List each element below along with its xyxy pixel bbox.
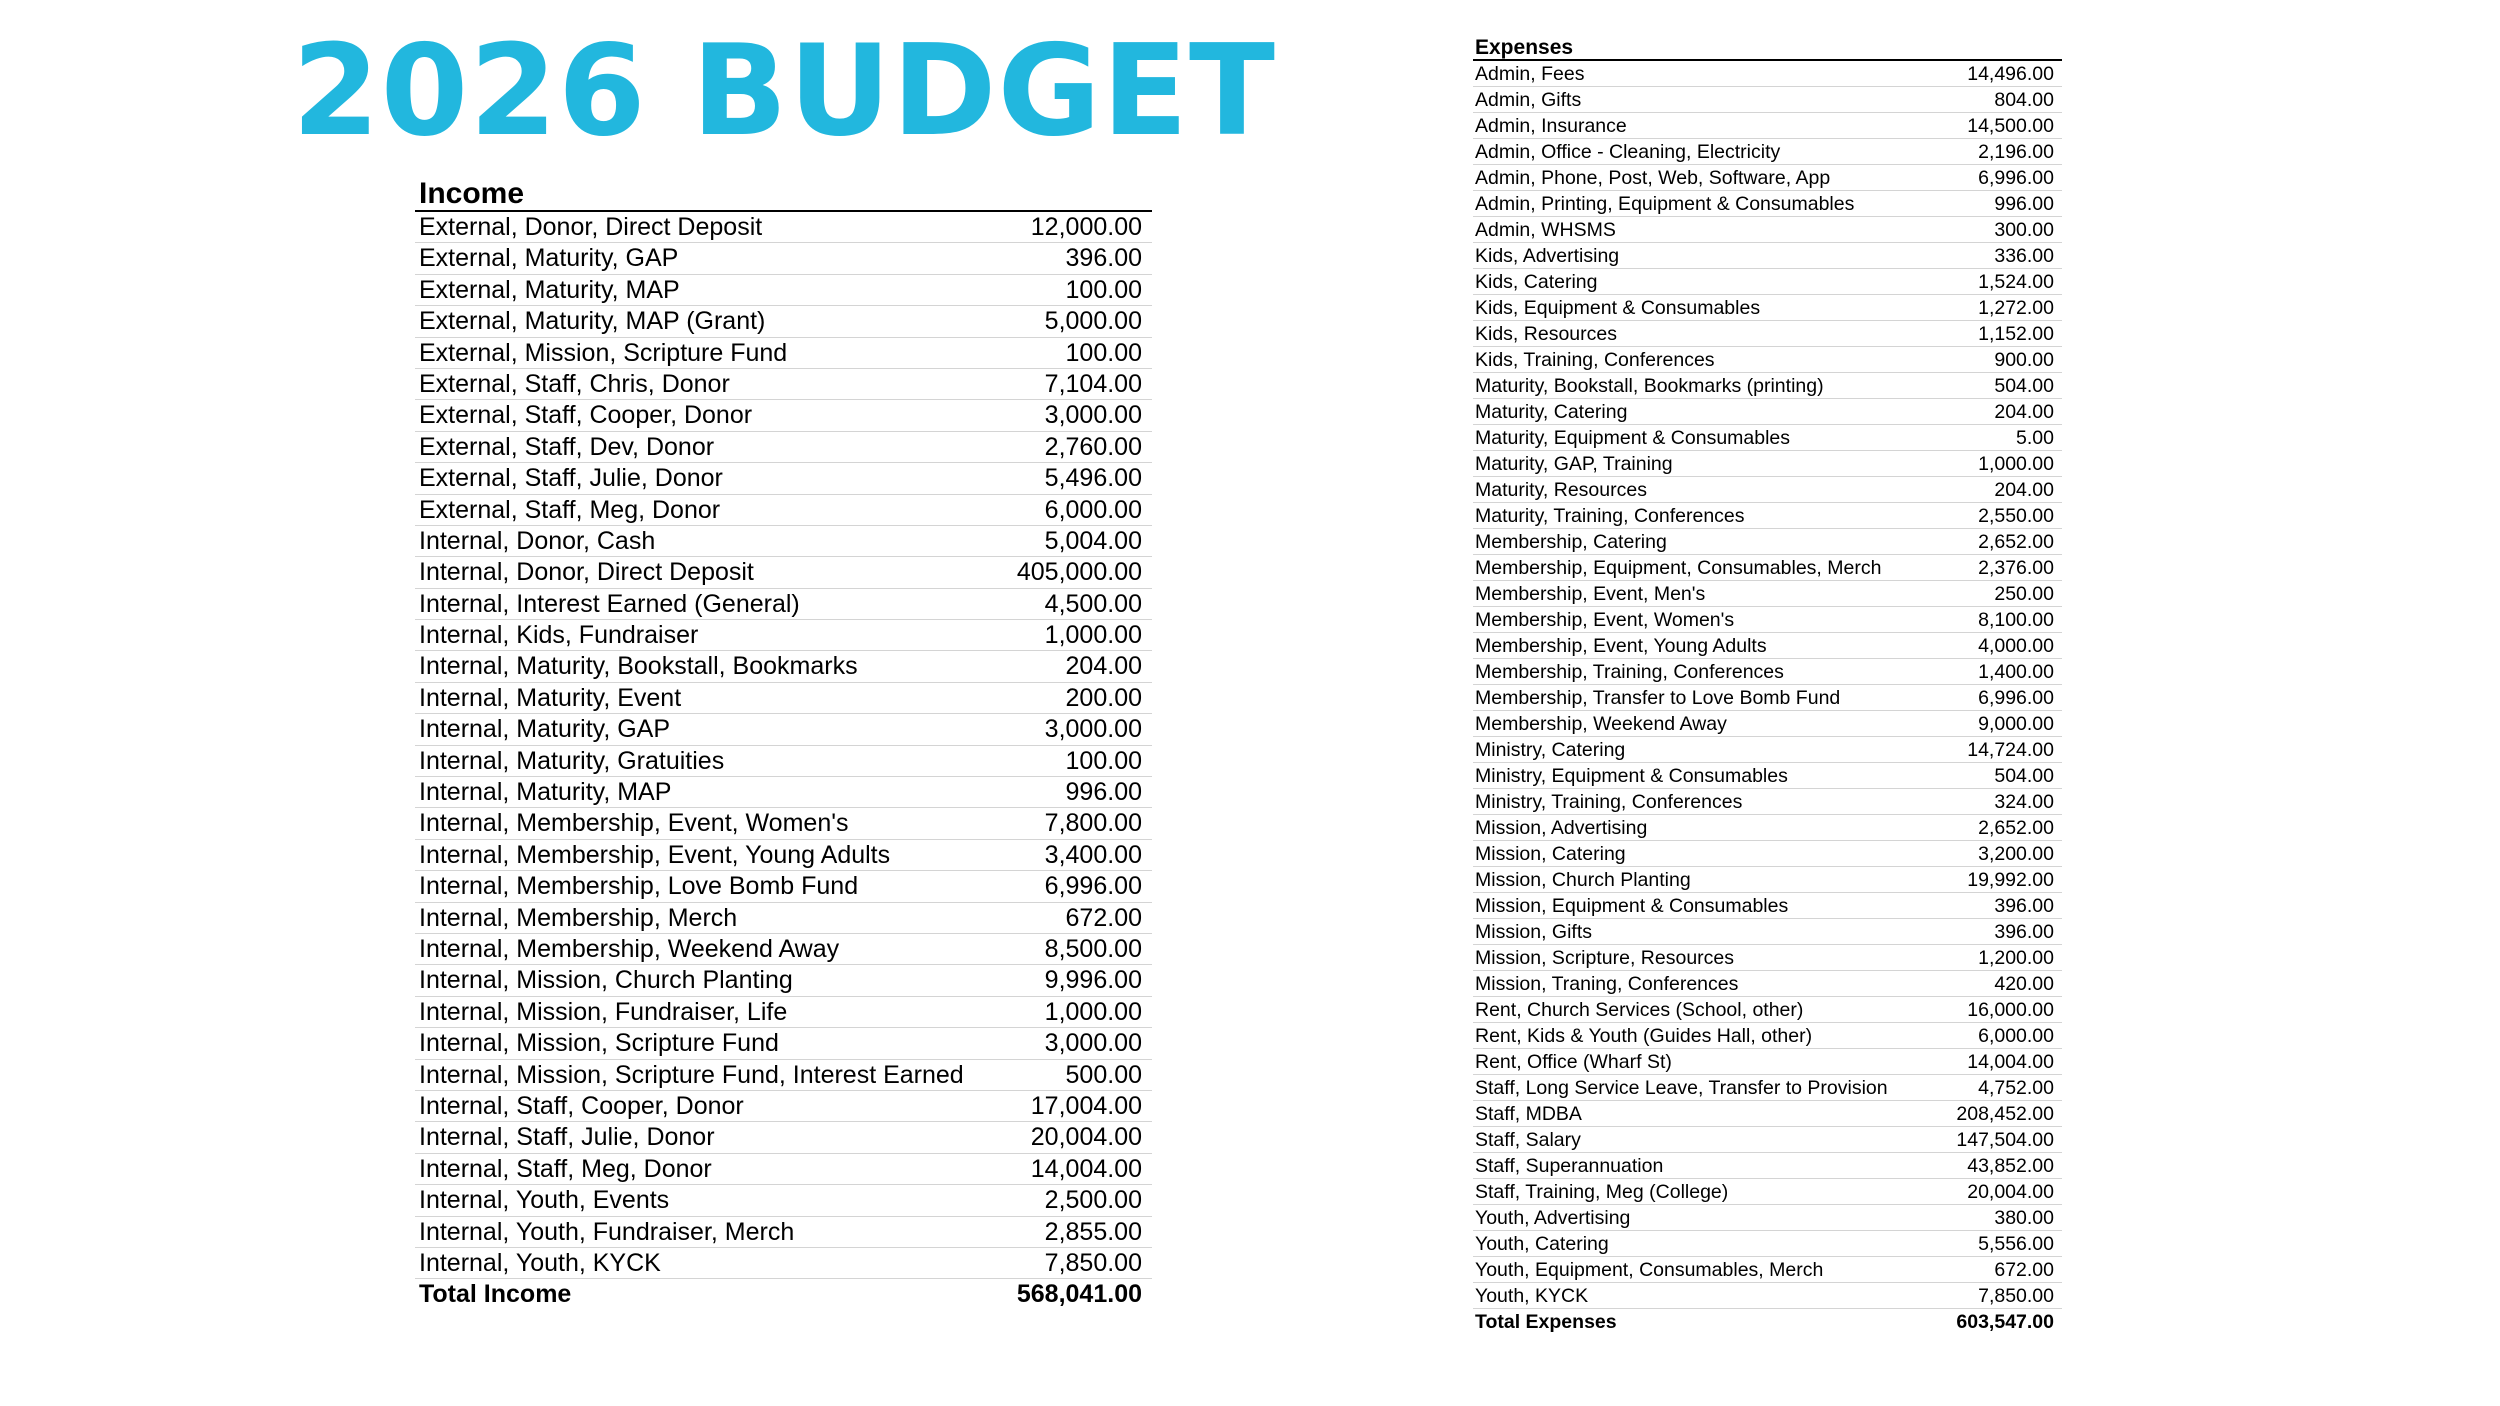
expenses-row: [1473, 867, 2062, 893]
income-row-label: Internal, Mission, Scripture Fund, Interest Earned: [419, 1060, 964, 1089]
income-row-value: 396.00: [1065, 244, 1142, 273]
expenses-row: [1473, 1127, 2062, 1153]
income-row-value: 100.00: [1065, 746, 1142, 775]
expenses-row-value: 5,556.00: [1978, 1233, 2054, 1255]
expenses-row-value: 204.00: [1994, 401, 2054, 423]
income-row: [415, 212, 1152, 243]
income-row: [415, 369, 1152, 400]
income-row-label: External, Staff, Julie, Donor: [419, 464, 723, 493]
income-row: [415, 808, 1152, 839]
income-row: [415, 714, 1152, 745]
income-row: [415, 746, 1152, 777]
income-row: [415, 871, 1152, 902]
expenses-row-value: 8,100.00: [1978, 609, 2054, 631]
expenses-row-label: Rent, Kids & Youth (Guides Hall, other): [1475, 1025, 1813, 1047]
expenses-row-value: 1,200.00: [1978, 947, 2054, 969]
expenses-row: [1473, 399, 2062, 425]
income-total-value: 568,041.00: [1016, 1280, 1142, 1309]
expenses-row: [1473, 269, 2062, 295]
expenses-row-label: Kids, Equipment & Consumables: [1475, 297, 1761, 319]
income-row: [415, 903, 1152, 934]
income-row-value: 3,000.00: [1044, 1029, 1142, 1058]
expenses-row-value: 250.00: [1994, 583, 2054, 605]
expenses-row-value: 7,850.00: [1978, 1285, 2054, 1307]
income-row-value: 5,004.00: [1044, 526, 1142, 555]
expenses-row: [1473, 607, 2062, 633]
expenses-row-value: 6,996.00: [1978, 167, 2054, 189]
expenses-row: [1473, 61, 2062, 87]
expenses-row-value: 6,996.00: [1978, 687, 2054, 709]
expenses-row: [1473, 87, 2062, 113]
expenses-row-value: 324.00: [1994, 791, 2054, 813]
expenses-row-label: Maturity, Catering: [1475, 401, 1628, 423]
expenses-row: [1473, 529, 2062, 555]
income-row-label: Internal, Maturity, Gratuities: [419, 746, 725, 775]
expenses-row-value: 804.00: [1994, 89, 2054, 111]
expenses-row-label: Ministry, Catering: [1475, 739, 1626, 761]
income-row: [415, 338, 1152, 369]
expenses-row-value: 420.00: [1994, 973, 2054, 995]
income-row-label: Internal, Maturity, GAP: [419, 715, 671, 744]
income-row-label: External, Mission, Scripture Fund: [419, 338, 788, 367]
expenses-row: [1473, 763, 2062, 789]
income-row-value: 6,996.00: [1044, 872, 1142, 901]
expenses-header: Expenses: [1473, 36, 2062, 61]
income-row-label: Internal, Staff, Meg, Donor: [419, 1154, 712, 1183]
page-title: 2026 BUDGET: [292, 17, 1276, 164]
income-row: [415, 400, 1152, 431]
expenses-row-value: 1,272.00: [1978, 297, 2054, 319]
expenses-row: [1473, 347, 2062, 373]
expenses-row: [1473, 581, 2062, 607]
expenses-row-label: Maturity, Resources: [1475, 479, 1647, 501]
expenses-row-label: Mission, Church Planting: [1475, 869, 1691, 891]
expenses-row-label: Admin, Printing, Equipment & Consumables: [1475, 193, 1855, 215]
expenses-row-value: 396.00: [1994, 921, 2054, 943]
income-row: [415, 1248, 1152, 1279]
income-row-value: 9,996.00: [1044, 966, 1142, 995]
income-row-label: Internal, Youth, KYCK: [419, 1248, 661, 1277]
income-row-value: 4,500.00: [1044, 589, 1142, 618]
expenses-total-row: [1473, 1309, 2062, 1335]
income-row-label: Internal, Donor, Direct Deposit: [419, 558, 754, 587]
expenses-row-label: Admin, Fees: [1475, 63, 1585, 85]
expenses-row-label: Membership, Event, Men's: [1475, 583, 1706, 605]
expenses-row-label: Admin, WHSMS: [1475, 219, 1616, 241]
expenses-row-value: 1,000.00: [1978, 453, 2054, 475]
income-row-label: Internal, Kids, Fundraiser: [419, 621, 699, 650]
income-total-label: Total Income: [419, 1280, 572, 1309]
income-row-label: Internal, Mission, Fundraiser, Life: [419, 997, 788, 1026]
expenses-row-value: 14,724.00: [1967, 739, 2054, 761]
income-row-value: 20,004.00: [1030, 1123, 1142, 1152]
expenses-row: [1473, 815, 2062, 841]
expenses-row-value: 2,550.00: [1978, 505, 2054, 527]
income-row: [415, 651, 1152, 682]
expenses-row-label: Kids, Catering: [1475, 271, 1598, 293]
income-row-value: 6,000.00: [1044, 495, 1142, 524]
expenses-row-label: Membership, Event, Women's: [1475, 609, 1735, 631]
income-row-label: Internal, Youth, Events: [419, 1186, 670, 1215]
expenses-row-label: Maturity, Equipment & Consumables: [1475, 427, 1791, 449]
expenses-row-value: 2,196.00: [1978, 141, 2054, 163]
expenses-row-label: Kids, Advertising: [1475, 245, 1620, 267]
income-row-label: Internal, Membership, Weekend Away: [419, 934, 840, 963]
income-row: [415, 432, 1152, 463]
expenses-row-label: Staff, Salary: [1475, 1129, 1581, 1151]
expenses-row-label: Membership, Equipment, Consumables, Merch: [1475, 557, 1882, 579]
expenses-row-value: 380.00: [1994, 1207, 2054, 1229]
expenses-row: [1473, 1153, 2062, 1179]
expenses-row-label: Mission, Advertising: [1475, 817, 1648, 839]
income-row-value: 996.00: [1065, 778, 1142, 807]
expenses-row-label: Mission, Catering: [1475, 843, 1626, 865]
income-row-label: Internal, Interest Earned (General): [419, 589, 800, 618]
expenses-row: [1473, 425, 2062, 451]
income-row: [415, 1060, 1152, 1091]
expenses-row-label: Maturity, Training, Conferences: [1475, 505, 1745, 527]
expenses-row-value: 300.00: [1994, 219, 2054, 241]
income-row: [415, 777, 1152, 808]
expenses-row-value: 2,376.00: [1978, 557, 2054, 579]
income-row-value: 3,000.00: [1044, 715, 1142, 744]
expenses-row-value: 396.00: [1994, 895, 2054, 917]
income-row-value: 200.00: [1065, 683, 1142, 712]
expenses-row-label: Rent, Office (Wharf St): [1475, 1051, 1672, 1073]
income-row-label: Internal, Youth, Fundraiser, Merch: [419, 1217, 795, 1246]
income-row: [415, 275, 1152, 306]
expenses-row-value: 4,752.00: [1978, 1077, 2054, 1099]
expenses-row-value: 6,000.00: [1978, 1025, 2054, 1047]
expenses-row: [1473, 1049, 2062, 1075]
income-row-value: 672.00: [1065, 903, 1142, 932]
expenses-row: [1473, 633, 2062, 659]
income-row: [415, 840, 1152, 871]
expenses-row-value: 504.00: [1994, 765, 2054, 787]
income-row: [415, 243, 1152, 274]
expenses-row: [1473, 555, 2062, 581]
expenses-row-label: Youth, Advertising: [1475, 1207, 1631, 1229]
expenses-row-value: 14,496.00: [1967, 63, 2054, 85]
income-row-value: 7,850.00: [1044, 1248, 1142, 1277]
income-row: [415, 1028, 1152, 1059]
expenses-total-value: 603,547.00: [1956, 1311, 2054, 1333]
income-row-value: 17,004.00: [1030, 1091, 1142, 1120]
income-header: Income: [415, 178, 1152, 212]
expenses-row-label: Youth, KYCK: [1475, 1285, 1589, 1307]
income-row-label: Internal, Maturity, Event: [419, 683, 682, 712]
expenses-row-label: Membership, Transfer to Love Bomb Fund: [1475, 687, 1841, 709]
income-row-label: External, Maturity, MAP (Grant): [419, 307, 766, 336]
expenses-row-label: Maturity, GAP, Training: [1475, 453, 1673, 475]
income-row-label: External, Donor, Direct Deposit: [419, 213, 763, 241]
expenses-row-label: Mission, Equipment & Consumables: [1475, 895, 1789, 917]
expenses-row: [1473, 711, 2062, 737]
expenses-row-label: Membership, Training, Conferences: [1475, 661, 1784, 683]
income-row-label: Internal, Membership, Merch: [419, 903, 738, 932]
income-row: [415, 526, 1152, 557]
expenses-row-value: 5.00: [2016, 427, 2054, 449]
income-row-label: Internal, Mission, Scripture Fund: [419, 1029, 779, 1058]
expenses-row-value: 20,004.00: [1967, 1181, 2054, 1203]
expenses-row-value: 204.00: [1994, 479, 2054, 501]
expenses-row-value: 504.00: [1994, 375, 2054, 397]
expenses-row-label: Rent, Church Services (School, other): [1475, 999, 1804, 1021]
expenses-row: [1473, 165, 2062, 191]
income-row: [415, 620, 1152, 651]
income-row-label: Internal, Mission, Church Planting: [419, 966, 793, 995]
income-row-label: Internal, Membership, Love Bomb Fund: [419, 872, 859, 901]
expenses-row: [1473, 919, 2062, 945]
income-row: [415, 463, 1152, 494]
income-row-label: Internal, Membership, Event, Young Adults: [419, 840, 891, 869]
expenses-row-value: 2,652.00: [1978, 531, 2054, 553]
income-row-label: External, Staff, Meg, Donor: [419, 495, 721, 524]
expenses-row-value: 16,000.00: [1967, 999, 2054, 1021]
income-row: [415, 557, 1152, 588]
income-row-value: 1,000.00: [1044, 621, 1142, 650]
expenses-row: [1473, 113, 2062, 139]
income-row-label: Internal, Staff, Julie, Donor: [419, 1123, 715, 1152]
income-table: [415, 178, 1152, 1311]
expenses-row: [1473, 789, 2062, 815]
expenses-row: [1473, 1283, 2062, 1309]
expenses-row-value: 2,652.00: [1978, 817, 2054, 839]
income-row-value: 5,000.00: [1044, 307, 1142, 336]
expenses-row: [1473, 321, 2062, 347]
expenses-row-label: Youth, Equipment, Consumables, Merch: [1475, 1259, 1824, 1281]
expenses-row: [1473, 191, 2062, 217]
expenses-row: [1473, 971, 2062, 997]
income-row-label: External, Maturity, GAP: [419, 244, 679, 273]
expenses-total-label: Total Expenses: [1475, 1311, 1617, 1333]
expenses-row-value: 1,400.00: [1978, 661, 2054, 683]
expenses-row-label: Admin, Gifts: [1475, 89, 1582, 111]
expenses-row-label: Kids, Training, Conferences: [1475, 349, 1715, 371]
income-row: [415, 683, 1152, 714]
income-row: [415, 965, 1152, 996]
income-row: [415, 306, 1152, 337]
expenses-row-label: Staff, Training, Meg (College): [1475, 1181, 1729, 1203]
expenses-row-value: 9,000.00: [1978, 713, 2054, 735]
expenses-row-label: Staff, Long Service Leave, Transfer to Provision: [1475, 1077, 1888, 1099]
expenses-row-label: Staff, MDBA: [1475, 1103, 1582, 1125]
expenses-row: [1473, 451, 2062, 477]
income-row: [415, 589, 1152, 620]
income-rows: [415, 212, 1152, 1279]
expenses-row: [1473, 1023, 2062, 1049]
expenses-row: [1473, 893, 2062, 919]
expenses-row: [1473, 1101, 2062, 1127]
income-row-value: 3,000.00: [1044, 401, 1142, 430]
expenses-row-value: 14,004.00: [1967, 1051, 2054, 1073]
income-row-value: 2,760.00: [1044, 432, 1142, 461]
expenses-row-label: Admin, Office - Cleaning, Electricity: [1475, 141, 1781, 163]
expenses-row-value: 3,200.00: [1978, 843, 2054, 865]
expenses-row: [1473, 1205, 2062, 1231]
expenses-table: [1473, 36, 2062, 1335]
expenses-row: [1473, 737, 2062, 763]
income-row-value: 5,496.00: [1044, 464, 1142, 493]
income-row-value: 405,000.00: [1016, 558, 1142, 587]
income-row-label: External, Maturity, MAP: [419, 275, 680, 304]
expenses-row-value: 208,452.00: [1956, 1103, 2054, 1125]
expenses-row: [1473, 945, 2062, 971]
expenses-row-value: 43,852.00: [1967, 1155, 2054, 1177]
income-row-value: 500.00: [1065, 1060, 1142, 1089]
income-row-label: External, Staff, Chris, Donor: [419, 369, 730, 398]
expenses-row-value: 1,152.00: [1978, 323, 2054, 345]
expenses-row: [1473, 1179, 2062, 1205]
expenses-row-label: Mission, Scripture, Resources: [1475, 947, 1735, 969]
expenses-row-value: 4,000.00: [1978, 635, 2054, 657]
income-row-value: 3,400.00: [1044, 840, 1142, 869]
expenses-row: [1473, 217, 2062, 243]
expenses-row-label: Maturity, Bookstall, Bookmarks (printing): [1475, 375, 1824, 397]
income-row: [415, 1217, 1152, 1248]
expenses-row-label: Kids, Resources: [1475, 323, 1617, 345]
income-row: [415, 934, 1152, 965]
expense-rows: [1473, 61, 2062, 1309]
income-row-label: External, Staff, Dev, Donor: [419, 432, 715, 461]
income-row: [415, 495, 1152, 526]
income-row-label: Internal, Maturity, MAP: [419, 778, 672, 807]
expenses-row: [1473, 243, 2062, 269]
expenses-row-label: Mission, Gifts: [1475, 921, 1593, 943]
expenses-row-label: Membership, Event, Young Adults: [1475, 635, 1767, 657]
income-row-value: 14,004.00: [1030, 1154, 1142, 1183]
income-row-value: 2,500.00: [1044, 1186, 1142, 1215]
income-row: [415, 1091, 1152, 1122]
expenses-row: [1473, 295, 2062, 321]
expenses-row-label: Ministry, Equipment & Consumables: [1475, 765, 1788, 787]
expenses-row-value: 147,504.00: [1956, 1129, 2054, 1151]
expenses-row-label: Ministry, Training, Conferences: [1475, 791, 1743, 813]
expenses-row-label: Membership, Weekend Away: [1475, 713, 1727, 735]
expenses-row: [1473, 1257, 2062, 1283]
income-row-label: External, Staff, Cooper, Donor: [419, 401, 753, 430]
expenses-row-label: Admin, Insurance: [1475, 115, 1627, 137]
expenses-row-label: Membership, Catering: [1475, 531, 1667, 553]
expenses-row-value: 1,524.00: [1978, 271, 2054, 293]
expenses-row-label: Staff, Superannuation: [1475, 1155, 1664, 1177]
income-row-value: 100.00: [1065, 338, 1142, 367]
expenses-row: [1473, 685, 2062, 711]
expenses-row-value: 672.00: [1994, 1259, 2054, 1281]
expenses-row-label: Admin, Phone, Post, Web, Software, App: [1475, 167, 1831, 189]
income-row: [415, 997, 1152, 1028]
expenses-row: [1473, 997, 2062, 1023]
income-row-label: Internal, Membership, Event, Women's: [419, 809, 849, 838]
expenses-row: [1473, 477, 2062, 503]
income-row: [415, 1154, 1152, 1185]
income-row-value: 7,800.00: [1044, 809, 1142, 838]
expenses-row: [1473, 841, 2062, 867]
expenses-row-value: 14,500.00: [1967, 115, 2054, 137]
income-row-label: Internal, Maturity, Bookstall, Bookmarks: [419, 652, 858, 681]
income-total-row: [415, 1279, 1152, 1310]
income-row: [415, 1185, 1152, 1216]
expenses-row-value: 996.00: [1994, 193, 2054, 215]
expenses-row-label: Youth, Catering: [1475, 1233, 1609, 1255]
income-row-value: 8,500.00: [1044, 934, 1142, 963]
income-row-value: 2,855.00: [1044, 1217, 1142, 1246]
expenses-row: [1473, 139, 2062, 165]
income-row-value: 12,000.00: [1030, 213, 1142, 241]
income-row-value: 1,000.00: [1044, 997, 1142, 1026]
income-row-label: Internal, Staff, Cooper, Donor: [419, 1091, 744, 1120]
expenses-row-value: 900.00: [1994, 349, 2054, 371]
income-row: [415, 1122, 1152, 1153]
expenses-row-value: 19,992.00: [1967, 869, 2054, 891]
income-row-value: 204.00: [1065, 652, 1142, 681]
income-row-label: Internal, Donor, Cash: [419, 526, 656, 555]
expenses-row: [1473, 373, 2062, 399]
expenses-row: [1473, 1231, 2062, 1257]
expenses-row: [1473, 503, 2062, 529]
expenses-row-value: 336.00: [1994, 245, 2054, 267]
expenses-row: [1473, 659, 2062, 685]
income-row-value: 100.00: [1065, 275, 1142, 304]
income-row-value: 7,104.00: [1044, 369, 1142, 398]
expenses-row-label: Mission, Traning, Conferences: [1475, 973, 1739, 995]
expenses-row: [1473, 1075, 2062, 1101]
